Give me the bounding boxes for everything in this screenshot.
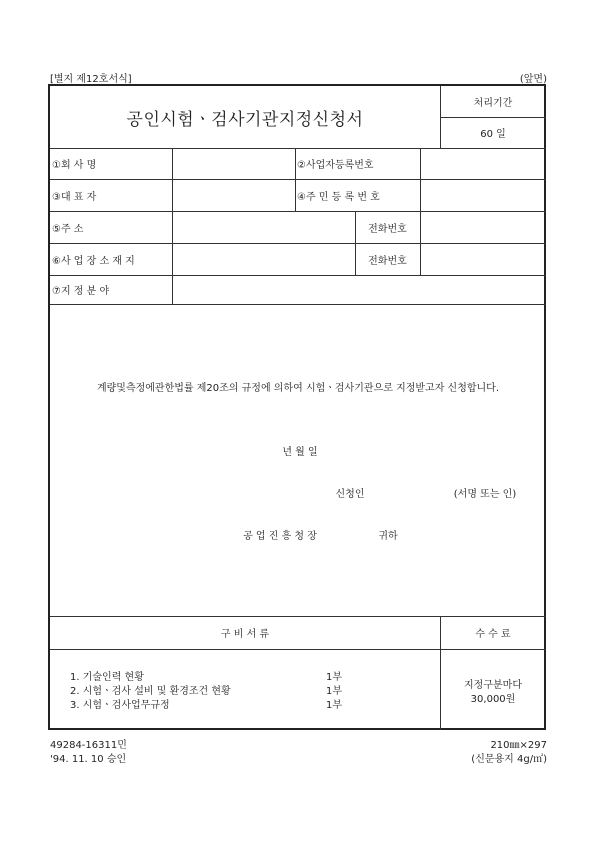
processing-period-value: 60 일 — [480, 129, 506, 140]
resident-number-label: ④주 민 등 록 번 호 — [297, 191, 380, 203]
company-name-field[interactable] — [173, 148, 295, 179]
company-name-label — [50, 148, 172, 179]
address-label: ⑤주 소 — [52, 223, 84, 235]
processing-period-label: 처리기간 — [473, 98, 513, 109]
company-name-label-text: ①회 사 명 — [52, 160, 97, 171]
phone-label-1: 전화번호 — [368, 223, 407, 235]
required-documents-header: 구 비 서 류 — [220, 629, 270, 640]
document-qty-2: 1부 — [326, 685, 343, 697]
fee-condition: 지정구분마다 — [464, 679, 522, 691]
application-form — [48, 84, 546, 730]
address-field[interactable] — [173, 211, 355, 243]
recipient-honorific: 귀하 — [378, 530, 398, 542]
phone-field-1[interactable] — [421, 211, 546, 243]
form-title: 공인시험ㆍ검사기관지정신청서 — [126, 109, 364, 130]
document-item-2: 2. 시험ㆍ검사 설비 및 환경조건 현황 — [70, 685, 231, 697]
resident-number-field[interactable] — [421, 179, 546, 211]
designation-field-label: ⑦지 정 분 야 — [52, 286, 110, 297]
document-qty-3: 1부 — [326, 699, 343, 711]
recipient-title: 공 업 진 흥 청 장 — [243, 530, 317, 542]
phone-field-2[interactable] — [421, 243, 546, 275]
business-reg-field[interactable] — [421, 148, 546, 179]
paper-type: (신문용지 4g/㎡) — [471, 754, 547, 765]
application-date: 년 월 일 — [282, 446, 318, 458]
phone-label-2: 전화번호 — [368, 255, 407, 267]
form-code: 49284-16311민 — [50, 740, 127, 751]
workplace-location-field[interactable] — [173, 243, 355, 275]
page-side-label: (앞면) — [519, 74, 547, 85]
applicant-label: 신청인 — [335, 488, 365, 500]
fee-header: 수 수 료 — [475, 629, 511, 640]
document-item-3: 3. 시험ㆍ검사업무규정 — [70, 699, 170, 711]
fee-amount: 30,000원 — [470, 693, 516, 705]
form-number: [별지 제12호서식] — [50, 74, 132, 85]
representative-label: ③대 표 자 — [52, 191, 97, 203]
workplace-location-label: ⑥사 업 장 소 재 지 — [52, 255, 135, 267]
business-reg-label: ②사업자등록번호 — [297, 160, 374, 171]
signature-label: (서명 또는 인) — [453, 488, 517, 500]
representative-field[interactable] — [173, 179, 295, 211]
approval-date: '94. 11. 10 승인 — [50, 754, 127, 765]
designation-field-input[interactable] — [173, 275, 546, 304]
application-statement: 계량및측정에관한법률 제20조의 규정에 의하여 시험ㆍ검사기관으로 지정받고자 신청합니다. — [96, 382, 500, 394]
document-qty-1: 1부 — [326, 671, 343, 683]
document-item-1: 1. 기술인력 현황 — [70, 671, 144, 683]
paper-size: 210㎜×297 — [490, 740, 547, 751]
